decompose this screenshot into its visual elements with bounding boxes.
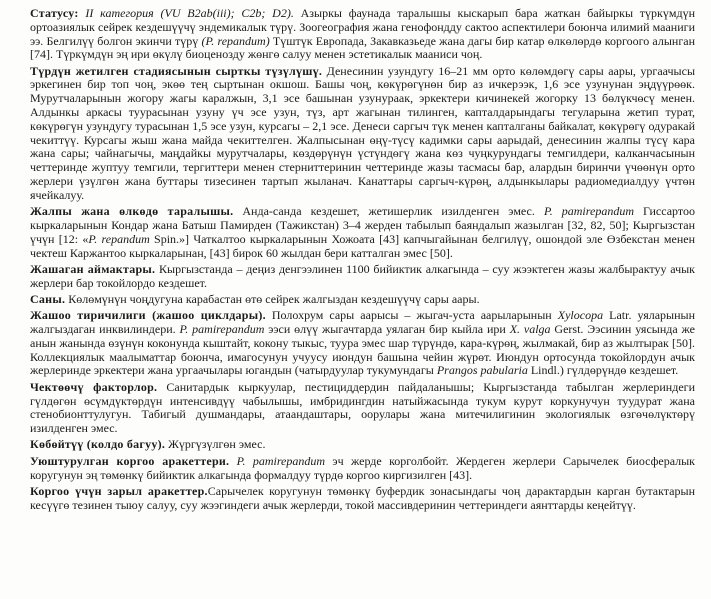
species-name: X. valga xyxy=(509,322,551,337)
paragraph-habitat xyxy=(30,263,695,291)
section-heading-biology: Жашоо тиричилиги (жашоо циклдары). xyxy=(30,308,266,323)
species-name: P. pamirepandum xyxy=(179,322,265,337)
species-name: P. pamirepandum xyxy=(543,204,634,219)
body-text: Көлөмүнүн чоңдугуна карабастан өтө сейрек жалгыздан кездешүүчү сары аары. xyxy=(65,291,480,306)
body-text: Азыркы фаунада таралышы кыскарып бара жаткан байыркы түркүмдүн ортоазиялык сейрек кездешүүчү эндемикалык түрү. Зоогеография жана генофондду сактоо аспектилери боюнча илимий мааниги ээ. Белгилүү болгон экинчи түрү xyxy=(30,6,695,48)
body-text: ээси өлүү жыгачтарда уялаган бир кыйла ири xyxy=(264,322,510,337)
body-text: Түштүк Европада, Закавказьеде жана дагы бир катар өлкөлөрдө коргоого алынган [74]. Түркүмдүн эң ири өкүлү биоценозду жөнгө салуу менен эстетикалык мааниси чоң. xyxy=(30,33,695,62)
body-text: Spin.»] Чаткалтоо кыркаларынын Хожоата [43] капчыгайынан белгилүү, ошондой эле Өзбекстан менен чектеш Каржантоо кыркаларынан, [43] бирок 60 жылдан бери катталган эмес [50]. xyxy=(30,231,695,260)
paragraph-distribution xyxy=(30,205,695,260)
section-heading-habitat: Жашаган аймактары. xyxy=(30,261,156,276)
section-heading-status: Статусу: xyxy=(30,6,79,20)
paragraph-status xyxy=(30,7,695,62)
section-heading-needed-actions: Коргоо үчүн зарыл аракеттер. xyxy=(30,483,208,498)
body-text: Жүргүзүлгөн эмес. xyxy=(165,437,266,452)
section-heading-conservation-measures: Уюштурулган коргоо аракеттери. xyxy=(30,453,230,468)
paragraph-population xyxy=(30,293,695,307)
species-name: P. repandum xyxy=(88,231,150,246)
section-heading-breeding: Көбөйтүү (колдо багуу). xyxy=(30,437,166,452)
species-name: (P. repandum) xyxy=(201,33,270,48)
species-name: Xylocopa xyxy=(557,308,604,323)
body-text: Денесинин узундугу 16–21 мм орто көлөмдөгү сары аары, ургаачысы эркегинен бир топ чоң, экөө тең сыртынан окшош. Башы чоң, көкүрөгүнөн бир аз ичкерээк, 1,6 эсе узунунан эңдүүрөөк. Мурутчаларынын жогору жагы каралжын, 3,1 эсе башынан узунураак, эркектери кичинекей жогорку 13 бөлүкчөсү менен. Алдынкы аркасы туурасынан узуну үч эсе узун, түз, арт жагынан тилинген, капталдарындагы тегуларына жетип турат, көкүрөгүн узундугу турасынан 1,5 эсе узун, курсагы – 2,1 эсе. Денеси саргыч түк менен капталганы байкалат, көкүрөгү одуракай чекиттүү. Курсагы жыш жана майда чекиттелген. Жалпысынан өңү-түсү кадимки сары аарыдай, денесинин жалпы түсү кара жана сары; чайнагычы, маңдайкы мурутчалары, көздөрүнүн үстүндөгү жана көз чуңкурундагы темгилдери, калканчасынын четтеринде жуптуу темгили, тергиттери менен стерниттеринин четтеринде жазы тасмасы бар, алардын биринчи үчөөнүн орто жерлери үзүлгөн жана буттары тизесинен тартып жыланач. Канаттары саргыч-күрөң, алдынкылары радиомедиалдуу үчтөн ячейкалуу. xyxy=(30,63,696,202)
body-text: Гиссартоо кыркаларынын Кондар жана Батыш Памирден (Тажикстан) 3–4 жерден табылып баяндалып жазылган [32, 82, 50]; Кыргызстан үчүн [12: « xyxy=(30,204,695,246)
body-text: Анда-санда кездешет, жетишерлик изилденген эмес. xyxy=(233,204,544,219)
body-text: Полохрум сары аарысы – жыгач-уста аарыларынын xyxy=(265,308,558,323)
body-text: Сарычелек коругунун төмөнкү буфердик зонасындагы чоң дарактардын карган бутактарын кесүүгө тезинен тыюу салуу, суу жээгиндеги ачык жерлерди, токой массивдеринин четтериндеги аянттарды кеңейтүү. xyxy=(30,483,695,512)
section-heading-distribution: Жалпы жана өлкөдө таралышы. xyxy=(30,204,234,219)
paragraph-breeding xyxy=(30,438,695,452)
paragraph-conservation-measures xyxy=(30,455,695,483)
paragraph-limiting-factors xyxy=(30,381,695,436)
paragraph-morphology xyxy=(30,65,695,203)
section-heading-morphology: Түрдүн жетилген стадиясынын сырткы түзүлүшү. xyxy=(30,63,323,78)
body-text: Санитардык кыркуулар, пестициддердин пайдаланышы; Кыргызстанда табылган жерлериндеги гүлдөгөн өсүмдүктөрдүн интенсивдүү чабылышы, имбридингдин натыйжасында тукум курут коркунучун туудурат жана стенобионттулугун. Табигый душмандары, атаандаштары, оорулары жана митечилигинин экологиялык өзгөчөлүктөрү изилденген эмес. xyxy=(30,379,695,436)
section-heading-limiting-factors: Чектөөчү факторлор. xyxy=(30,379,158,394)
paragraph-biology xyxy=(30,309,695,378)
section-heading-population: Саны. xyxy=(30,291,66,306)
body-text: эч жерде корголбойт. Жердеген жерлери Сарычелек биосфералык коругунун эң төмөнкү бийиктик алкагында формалдуу түрдө коргоо киргизилген [43]. xyxy=(30,453,696,482)
status-category-text: II категория (VU B2ab(iii); C2b; D2). xyxy=(78,6,294,20)
body-text: Кыргызстанда – деңиз денгээлинен 1100 бийиктик алкагында – суу жээктеген жазы жалбырактуу ачык жерлери бар токойлордо кездешет. xyxy=(30,261,695,290)
paragraph-needed-actions xyxy=(30,485,695,513)
plant-name: Prangos pabularia xyxy=(436,363,528,378)
species-name: P. pamirepandum xyxy=(229,453,326,468)
body-text: Gerst. Ээсинин уясында же анын жанында өзүнүн коконунда кыштайт, кокону тыкыс, туура эмес шар түрүндө, кара-күрөң, жылмакай, бир аз жылтырак [50]. Коллекциялык маалыматтар боюнча, имагосунун учуусу июндун башына чейин жүрөт. Июндун ортосунда токойлордун ачык жерлеринде эркектери жана ургаачылары югандын (чатырдуулар тукумундагы xyxy=(30,322,696,378)
body-text: Latr. уяларынын жалгыздаган инквилиндери. xyxy=(30,308,696,337)
body-text: Lindl.) гүлдөрүндө кездешет. xyxy=(527,363,679,378)
